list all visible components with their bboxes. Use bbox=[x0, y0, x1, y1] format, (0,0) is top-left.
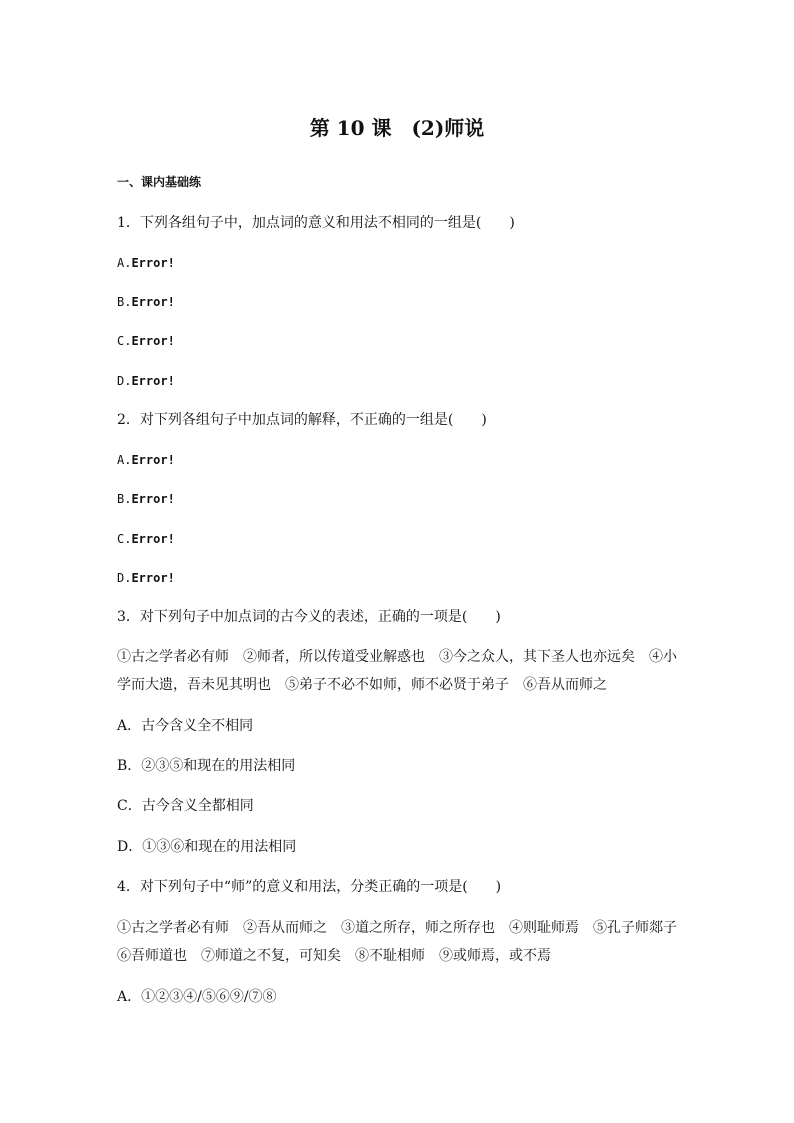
question-1-stem: 1．下列各组句子中，加点词的意义和用法不相同的一组是( ) bbox=[117, 215, 515, 231]
question-1-option-b: B.Error! bbox=[117, 295, 175, 309]
question-2-option-d: D.Error! bbox=[117, 571, 175, 585]
section-heading: 一、课内基础练 bbox=[117, 175, 202, 189]
page-title: 第 10 课 (2)师说 bbox=[309, 116, 485, 140]
question-4-context-line-2: ⑥吾师道也 ⑦师道之不复，可知矣 ⑧不耻相师 ⑨或师焉，或不焉 bbox=[117, 948, 551, 964]
question-4-context-line-1: ①古之学者必有师 ②吾从而师之 ③道之所存，师之所存也 ④则耻师焉 ⑤孔子师郯子 bbox=[117, 920, 677, 936]
question-3-stem: 3．对下列句子中加点词的古今义的表述，正确的一项是( ) bbox=[117, 609, 501, 625]
question-3-option-b: B．②③⑤和现在的用法相同 bbox=[117, 758, 296, 774]
question-3-option-d: D．①③⑥和现在的用法相同 bbox=[117, 839, 297, 855]
question-3-option-a: A．古今含义全不相同 bbox=[117, 718, 254, 734]
question-3-option-c: C．古今含义全都相同 bbox=[117, 798, 254, 814]
question-2-stem: 2．对下列各组句子中加点词的解释，不正确的一组是( ) bbox=[117, 412, 487, 428]
question-2-option-a: A.Error! bbox=[117, 453, 175, 467]
question-4-option-a: A．①②③④/⑤⑥⑨/⑦⑧ bbox=[117, 989, 277, 1005]
question-3-context-line-2: 学而大遗，吾未见其明也 ⑤弟子不必不如师，师不必贤于弟子 ⑥吾从而师之 bbox=[117, 677, 607, 693]
question-1-option-c: C.Error! bbox=[117, 334, 175, 348]
question-2-option-c: C.Error! bbox=[117, 532, 175, 546]
question-2-option-b: B.Error! bbox=[117, 492, 175, 506]
question-3-context-line-1: ①古之学者必有师 ②师者，所以传道受业解惑也 ③今之众人，其下圣人也亦远矣 ④小 bbox=[117, 649, 677, 665]
question-1-option-d: D.Error! bbox=[117, 374, 175, 388]
question-1-option-a: A.Error! bbox=[117, 256, 175, 270]
question-4-stem: 4．对下列句子中“师”的意义和用法，分类正确的一项是( ) bbox=[117, 879, 502, 895]
